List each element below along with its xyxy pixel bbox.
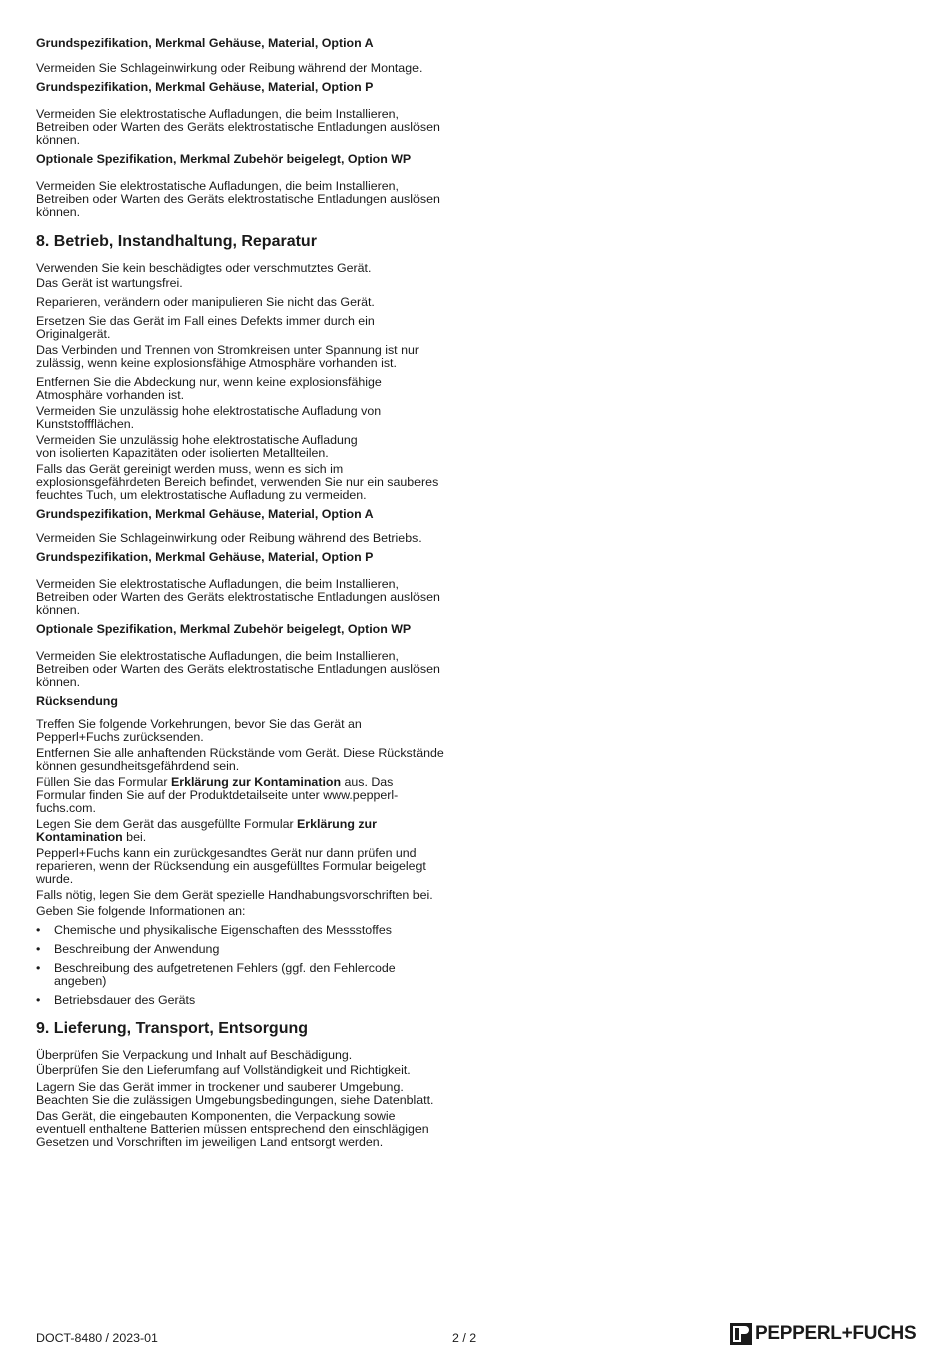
- paragraph: Pepperl+Fuchs kann ein zurückgesandtes Gerät nur dann prüfen und reparieren, wenn der Rücksendung ein ausgefülltes Formular beigelegt wurde.: [36, 846, 426, 886]
- subheading-option-p: Grundspezifikation, Merkmal Gehäuse, Material, Option P: [36, 80, 374, 94]
- text-option-a: Vermeiden Sie Schlageinwirkung oder Reibung während der Montage.: [36, 61, 423, 75]
- form-name-bold: Kontamination: [36, 830, 123, 844]
- paragraph: Lagern Sie das Gerät immer in trockener und sauberer Umgebung. Beachten Sie die zulässigen Umgebungsbedingungen, siehe Datenblatt.: [36, 1080, 434, 1107]
- paragraph: Das Verbinden und Trennen von Stromkreisen unter Spannung ist nur zulässig, wenn keine explosionsfähige Atmosphäre vorhanden ist.: [36, 343, 419, 370]
- subheading-option-wp: Optionale Spezifikation, Merkmal Zubehör beigelegt, Option WP: [36, 622, 412, 636]
- list-item: • Beschreibung des aufgetretenen Fehlers (ggf. den Fehlercode angeben): [36, 961, 396, 988]
- paragraph-attach-form: Legen Sie dem Gerät das ausgefüllte Formular Erklärung zur Kontamination bei.: [36, 817, 377, 844]
- paragraph: Verwenden Sie kein beschädigtes oder verschmutztes Gerät.: [36, 261, 372, 275]
- paragraph: Das Gerät ist wartungsfrei.: [36, 276, 183, 290]
- document-id: DOCT-8480 / 2023-01: [36, 1331, 158, 1345]
- company-logo: [730, 1322, 916, 1346]
- paragraph: Ersetzen Sie das Gerät im Fall eines Defekts immer durch ein Originalgerät.: [36, 314, 375, 341]
- logo-mark-icon: [730, 1323, 752, 1345]
- bullet-icon: •: [36, 923, 41, 937]
- logo-wordmark: PEPPERL+FUCHS: [755, 1323, 917, 1344]
- paragraph: Überprüfen Sie Verpackung und Inhalt auf Beschädigung.: [36, 1048, 353, 1062]
- subheading-option-a: Grundspezifikation, Merkmal Gehäuse, Material, Option A: [36, 507, 374, 521]
- form-name-bold: Erklärung zur: [297, 817, 377, 831]
- subheading-option-p: Grundspezifikation, Merkmal Gehäuse, Material, Option P: [36, 550, 374, 564]
- paragraph: Vermeiden Sie unzulässig hohe elektrostatische Aufladung von isolierten Kapazitäten oder isolierten Metallteilen.: [36, 433, 358, 460]
- paragraph: Das Gerät, die eingebauten Komponenten, die Verpackung sowie eventuell enthaltene Batterien müssen entsprechend den einschlägigen Gesetzen und Vorschriften im jeweiligen Land entsorgt werden.: [36, 1109, 429, 1149]
- bullet-icon: •: [36, 961, 41, 975]
- paragraph: Geben Sie folgende Informationen an:: [36, 904, 246, 918]
- section-9-heading: 9. Lieferung, Transport, Entsorgung: [36, 1020, 309, 1037]
- form-name-bold: Erklärung zur Kontamination: [170, 775, 342, 789]
- text-option-a: Vermeiden Sie Schlageinwirkung oder Reibung während des Betriebs.: [36, 531, 422, 545]
- paragraph: Vermeiden Sie unzulässig hohe elektrostatische Aufladung von Kunststoffflächen.: [36, 404, 382, 431]
- text-option-p: Vermeiden Sie elektrostatische Aufladungen, die beim Installieren, Betreiben oder Warten des Geräts elektrostatische Entladungen auslösen können.: [36, 577, 440, 617]
- list-item: • Chemische und physikalische Eigenschaften des Messstoffes: [36, 923, 392, 937]
- paragraph: Reparieren, verändern oder manipulieren Sie nicht das Gerät.: [36, 295, 375, 309]
- text-option-wp: Vermeiden Sie elektrostatische Aufladungen, die beim Installieren, Betreiben oder Warten des Geräts elektrostatische Entladungen auslösen können.: [36, 179, 440, 219]
- list-item: • Betriebsdauer des Geräts: [36, 993, 196, 1007]
- paragraph: Entfernen Sie die Abdeckung nur, wenn keine explosionsfähige Atmosphäre vorhanden ist.: [36, 375, 382, 402]
- text-option-p: Vermeiden Sie elektrostatische Aufladungen, die beim Installieren, Betreiben oder Warten des Geräts elektrostatische Entladungen auslösen können.: [36, 107, 440, 147]
- subheading-option-wp: Optionale Spezifikation, Merkmal Zubehör beigelegt, Option WP: [36, 152, 412, 166]
- page-number: 2 / 2: [452, 1331, 477, 1345]
- paragraph: Treffen Sie folgende Vorkehrungen, bevor Sie das Gerät an Pepperl+Fuchs zurücksenden.: [36, 717, 362, 744]
- text-option-wp: Vermeiden Sie elektrostatische Aufladungen, die beim Installieren, Betreiben oder Warten des Geräts elektrostatische Entladungen auslösen können.: [36, 649, 440, 689]
- paragraph-form-contamination: Füllen Sie das Formular Erklärung zur Kontamination aus. Das Formular finden Sie auf der Produktdetailseite unter www.pepperl- fuchs.com.: [36, 775, 399, 815]
- paragraph: Falls das Gerät gereinigt werden muss, wenn es sich im explosionsgefährdeten Bereich befindet, verwenden Sie nur ein sauberes feuchtes Tuch, um elektrostatische Aufladung zu vermeiden.: [36, 462, 439, 502]
- paragraph: Überprüfen Sie den Lieferumfang auf Vollständigkeit und Richtigkeit.: [36, 1063, 411, 1077]
- paragraph: Entfernen Sie alle anhaftenden Rückstände vom Gerät. Diese Rückstände können gesundheitsgefährdend sein.: [36, 746, 444, 773]
- paragraph: Falls nötig, legen Sie dem Gerät spezielle Handhabungsvorschriften bei.: [36, 888, 433, 902]
- section-8-heading: 8. Betrieb, Instandhaltung, Reparatur: [36, 233, 317, 250]
- bullet-icon: •: [36, 942, 41, 956]
- return-heading: Rücksendung: [36, 694, 118, 708]
- bullet-icon: •: [36, 993, 41, 1007]
- list-item: • Beschreibung der Anwendung: [36, 942, 220, 956]
- subheading-option-a: Grundspezifikation, Merkmal Gehäuse, Material, Option A: [36, 36, 374, 50]
